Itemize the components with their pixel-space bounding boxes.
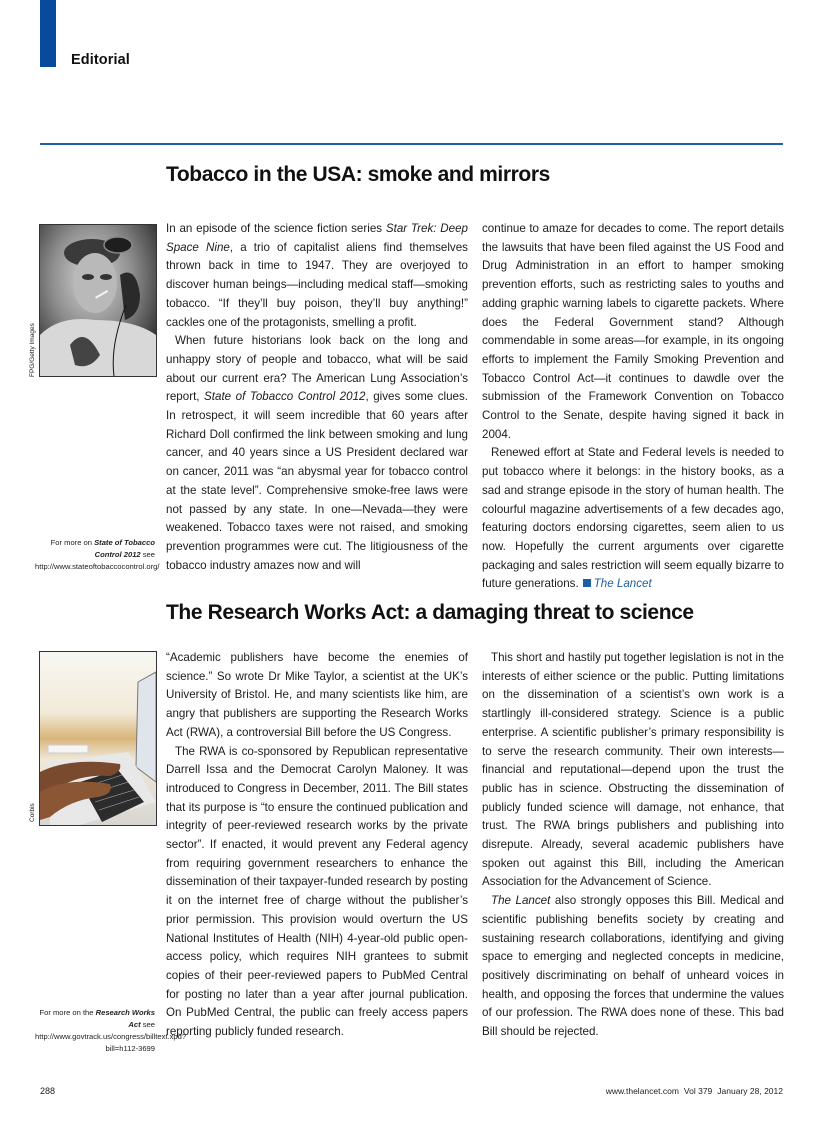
article-column-1 <box>166 220 468 575</box>
paragraph: continue to amaze for decades to come. The report details the lawsuits that have been filed against the US Food and Drug Administration in an effort to hamper smoking prevention efforts, such as restricting sales to youths and adding graphic warning labels to cigarette packets. Where does the Federal Government stand? Although commendable in some areas—for example, in its ongoing efforts to implement the Family Smoking Prevention and Tobacco Control Act—it continues to dawdle over the submission of the Framework Convention on Tobacco Control to the Senate, despite having signed it back in 2004. <box>482 222 784 441</box>
page-number: 288 <box>40 1086 56 1096</box>
footer-date: January 28, 2012 <box>717 1086 783 1096</box>
article-title: The Research Works Act: a damaging threat to science <box>166 601 694 624</box>
footer-volume: Vol 379 <box>683 1086 713 1096</box>
paragraph: The RWA is co-sponsored by Republican representative Darrell Issa and the Democrat Carolyn Maloney. It was introduced to Congress in December, 2011. The Bill states that its purpose is “to ensure the continued publication and integrity of peer-reviewed research works by the private sector”. If enacted, it would prevent any Federal agency from requiring government researchers to enhance the dissemination of their taxpayer-funded research by posting it on the internet free of charge without the publisher’s prior permission. This provision would overturn the US National Institutes of Health (NIH) 4-year-old public open-access policy, which requires NIH grantees to submit copies of their peer-reviewed papers to PubMed Central for posting no later than a year after journal publication. On PubMed Central, the public can freely access papers reporting publicly funded research. <box>166 744 468 1039</box>
article-column-2 <box>482 220 784 594</box>
paragraph: This short and hastily put together legislation is not in the interests of either science or the public. Putting limitations on the dissemination of a scientist’s own work is a startlingly ill-considered strategy. Science is a public enterprise. A scientific publisher’s primary responsibility is to serve the research community. Their own interests—financial and reputational—depend upon the trust the public has in science. Obstructing the dissemination of publicly funded science will damage, not enhance, that trust. The RWA brings publishers and publishing into disrepute. Already, several academic publishers have spoken out against this Bill, including the American Association for the Advancement of Science. <box>482 651 784 889</box>
article-column-2 <box>482 649 784 1042</box>
sidenote-link[interactable]: see http://www.stateoftobaccocontrol.org/ <box>35 550 160 571</box>
header-rule <box>40 143 783 145</box>
article-column-1 <box>166 649 468 1042</box>
photo-credit: Corbis <box>29 803 36 822</box>
sidenote-emphasis: State of Tobacco Control 2012 <box>94 538 155 559</box>
section-label: Editorial <box>71 52 130 68</box>
paragraph: “Academic publishers have become the enemies of science.” So wrote Dr Mike Taylor, a scientist at the UK’s University of Bristol. He, and many scientists like him, are angry that publishers are supporting the Research Works Act (RWA), a controversial Bill before the US Congress. <box>166 651 468 739</box>
signature: The Lancet <box>593 577 652 591</box>
sidenote: For more on State of Tobacco Control 2012 see http://www.stateoftobaccocontrol.org/ <box>35 538 160 571</box>
sidenote: For more on the Research Works Act see http://www.govtrack.us/congress/billtext.xpd?bill=h112-3699 <box>35 1008 187 1053</box>
end-mark-square-icon <box>583 579 591 587</box>
section-accent-bar <box>40 0 56 67</box>
article-title: Tobacco in the USA: smoke and mirrors <box>166 163 550 186</box>
keyboard-photo-illustration <box>40 652 156 825</box>
article-photo-smoker <box>39 224 157 377</box>
paragraph: When future historians look back on the long and unhappy story of people and tobacco, what will be said about our current era? The American Lung Association’s report, State of Tobacco Control 2012, gives some clues. In retrospect, it will seem incredible that 60 years after Richard Doll confirmed the link between smoking and lung cancer, and 40 years since a US President declared war on cancer, 2011 was “an abysmal year for tobacco control at the state level”. Comprehensive smoke-free laws were not passed by any state. In one—Nevada—they were weakened. Tobacco taxes were not raised, and smoking prevention programmes were cut. The litigiousness of the tobacco industry amazes now and will <box>166 334 468 572</box>
paragraph: The Lancet also strongly opposes this Bill. Medical and scientific publishing benefits society by creating and sustaining research collaborations, identifying and giving space to emerging and neglected concepts in medicine, positively discriminating on behalf of unheard voices in health, and opposing the forces that undermine the values of our profession. The RWA does none of these. This bad Bill should be rejected. <box>482 894 784 1039</box>
footer-citation <box>601 1086 783 1096</box>
photo-credit: FPG/Getty Images <box>29 323 36 377</box>
article-photo-keyboard <box>39 651 157 826</box>
smoker-photo-illustration <box>40 225 156 376</box>
sidenote-emphasis: Research Works Act <box>95 1008 155 1029</box>
paragraph: In an episode of the science fiction series Star Trek: Deep Space Nine, a trio of capitalist aliens find themselves thrown back in time to 1947. They are overjoyed to discover human beings—including medical staff—smoking tobacco. “If they’ll buy poison, they’ll buy anything!” cackles one of the protagonists, smelling a profit. <box>166 222 468 329</box>
paragraph: Renewed effort at State and Federal levels is needed to put tobacco where it belongs: in the history books, as a sad and strange episode in the story of human health. The colourful magazine advertisements of a few decades ago, featuring doctors endorsing cigarettes, seem alien to us now. Hopefully the current arguments over cigarette packaging and sales restriction will seem equally bizarre to future generations. The Lancet <box>482 446 784 591</box>
sidenote-link[interactable]: see http://www.govtrack.us/congress/billtext.xpd?bill=h112-3699 <box>35 1020 187 1053</box>
footer-site-link[interactable]: www.thelancet.com <box>605 1086 679 1096</box>
